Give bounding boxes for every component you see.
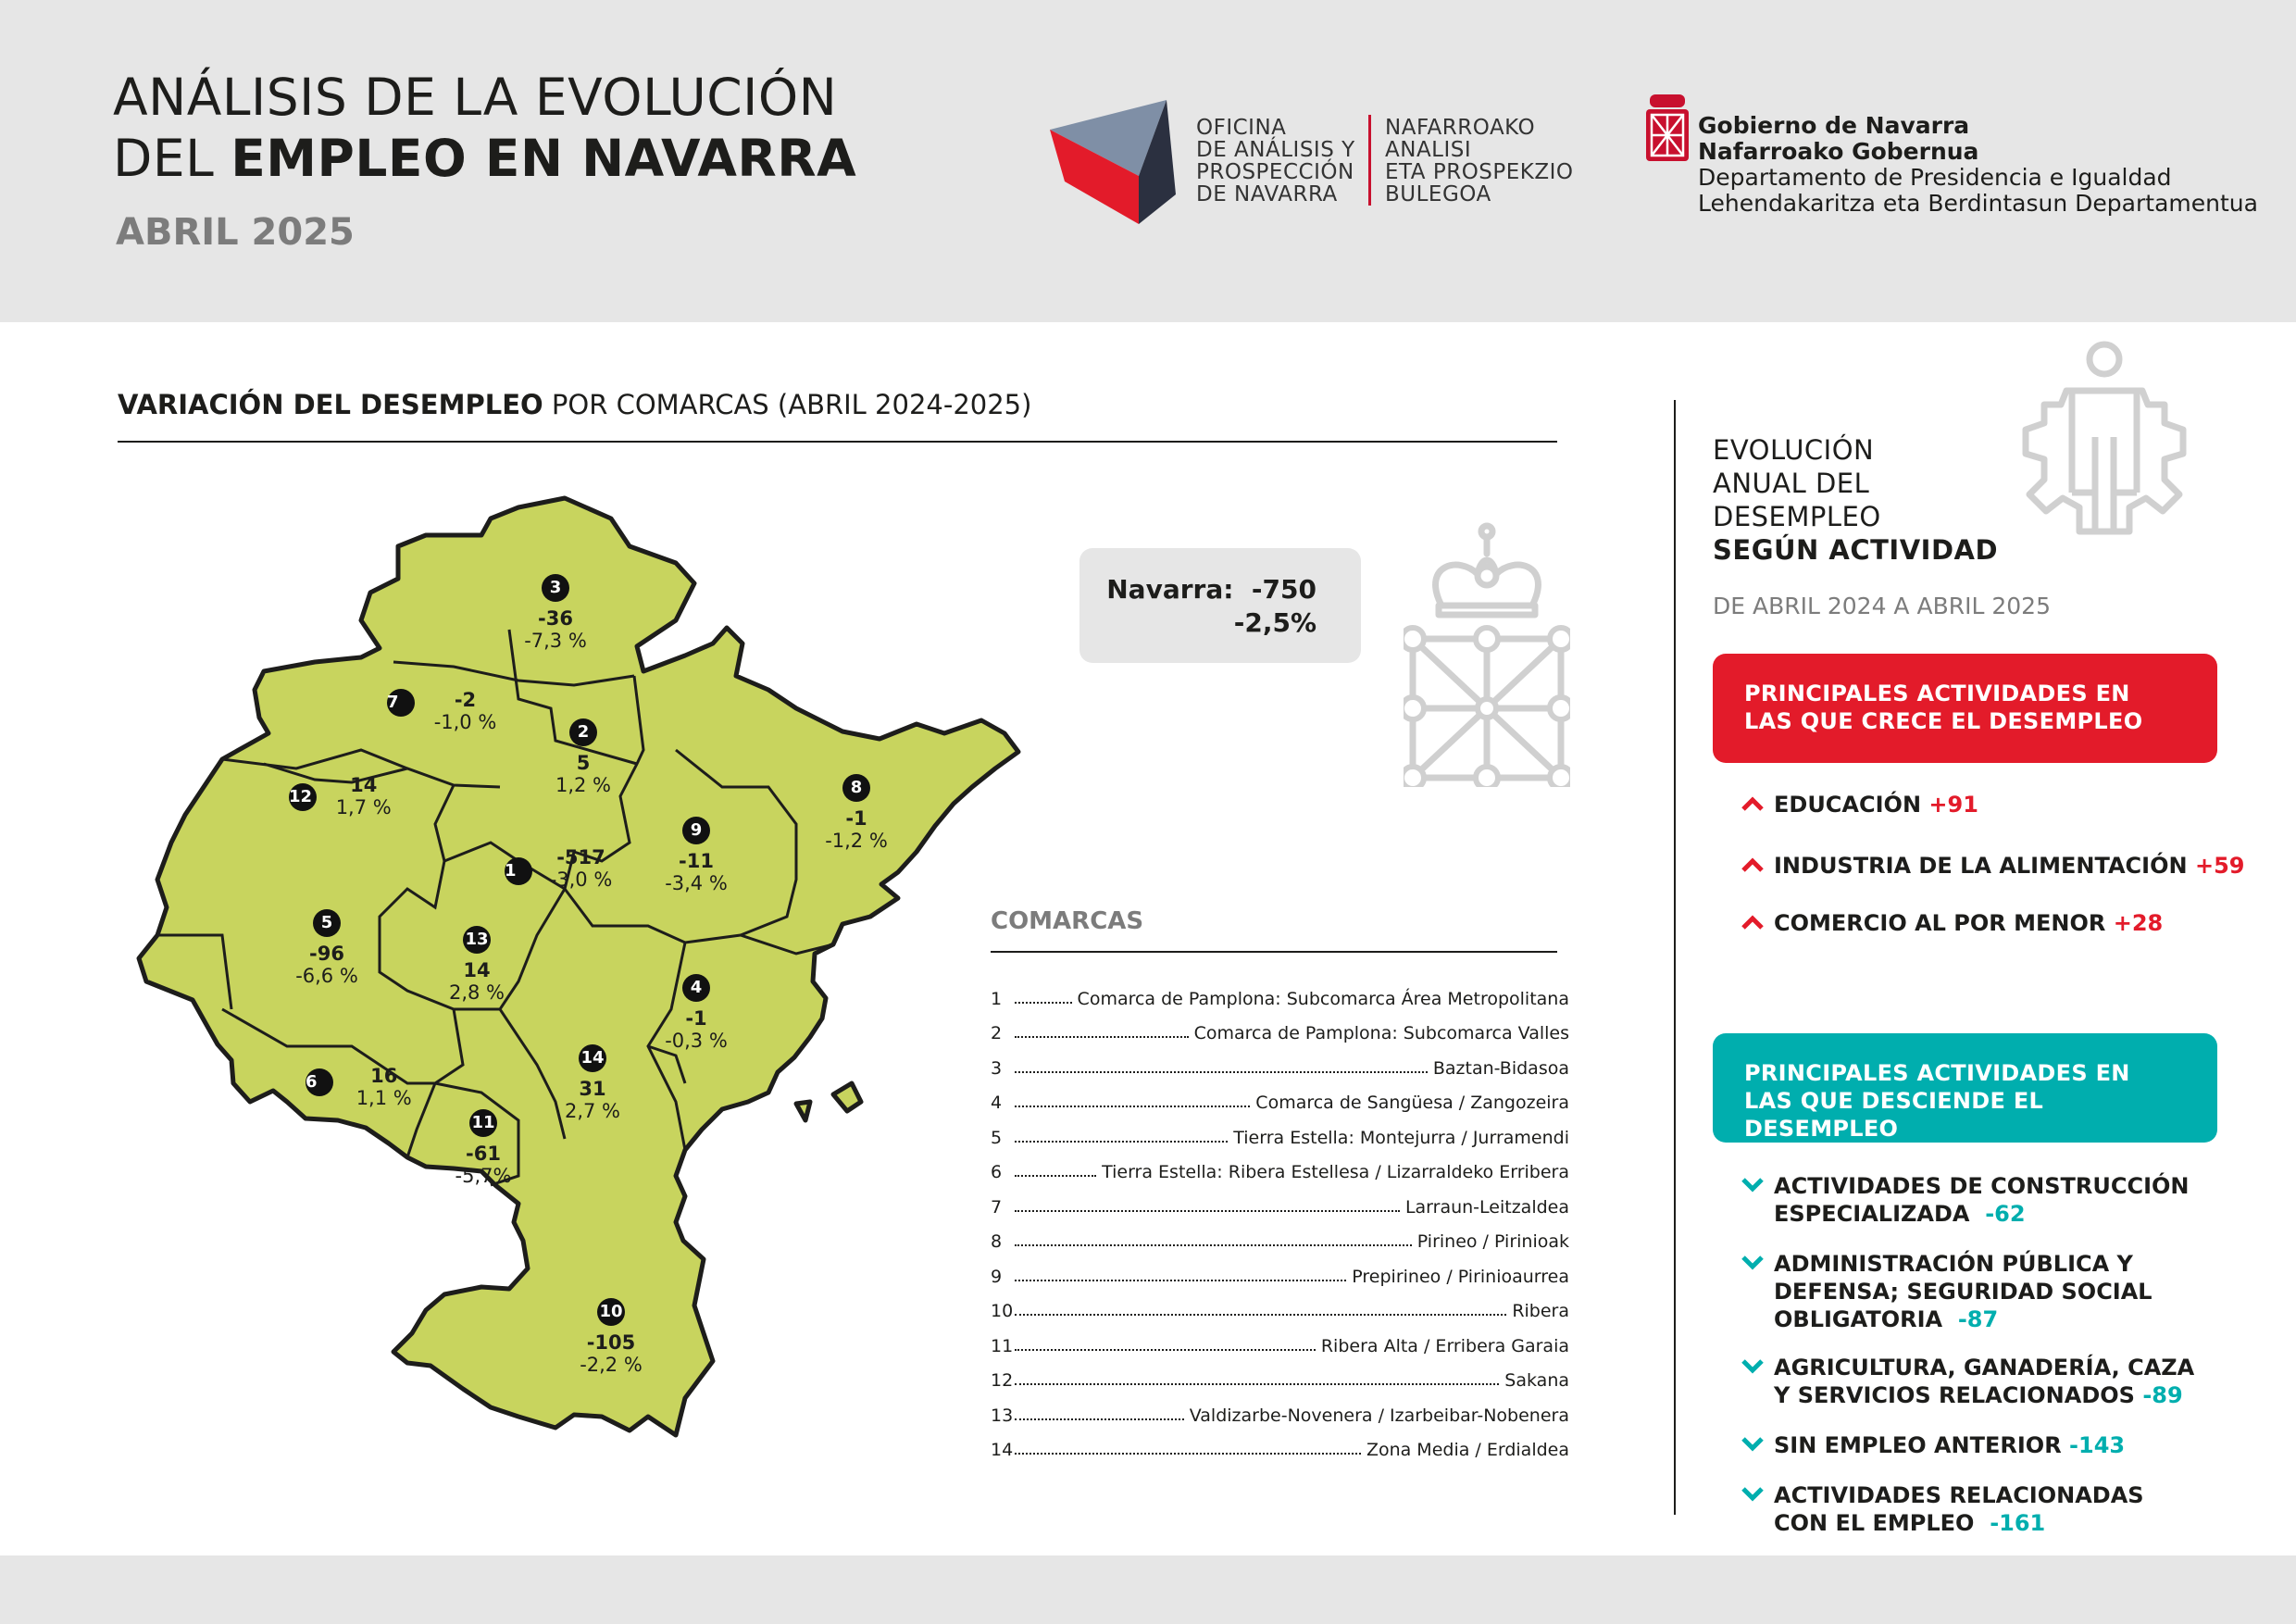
region-11: 11 -61 -5,7%: [432, 1109, 534, 1187]
office-separator: [1368, 115, 1371, 206]
list-item: 12 Sakana: [991, 1370, 1569, 1392]
down-activity-1: ACTIVIDADES DE CONSTRUCCIÓN ESPECIALIZADA -62: [1741, 1172, 2203, 1228]
up-activity-3: COMERCIO AL POR MENOR +28: [1741, 909, 2163, 937]
down-activity-3: AGRICULTURA, GANADERÍA, CAZA Y SERVICIOS RELACIONADOS -89: [1741, 1354, 2203, 1409]
navarra-crest-icon: [1404, 518, 1570, 787]
region-1: 1 -517 -3,0 %: [505, 846, 613, 891]
region-10: 10 -105 -2,2 %: [560, 1298, 662, 1376]
chevron-up-icon: [1741, 913, 1765, 931]
list-item: 14 Zona Media / Erdialdea: [991, 1440, 1569, 1461]
office-cube-logo: [1046, 93, 1185, 227]
navarra-total-value: Navarra: -750: [1106, 574, 1316, 605]
down-activities-header: PRINCIPALES ACTIVIDADES EN LAS QUE DESCIENDE EL DESEMPLEO: [1713, 1033, 2217, 1143]
region-2: 2 5 1,2 %: [532, 718, 634, 796]
chevron-down-icon: [1741, 1254, 1765, 1272]
section-rule: [118, 441, 1557, 443]
title-line-1: ANÁLISIS DE LA EVOLUCIÓN: [113, 68, 838, 127]
map-section-title: VARIACIÓN DEL DESEMPLEO POR COMARCAS (ABRIL 2024-2025): [118, 389, 1032, 420]
up-activity-2: INDUSTRIA DE LA ALIMENTACIÓN +59: [1741, 852, 2244, 880]
comarcas-list: [991, 981, 1569, 1468]
down-activity-2: ADMINISTRACIÓN PÚBLICA Y DEFENSA; SEGURIDAD SOCIAL OBLIGATORIA -87: [1741, 1250, 2166, 1333]
activity-panel-title: EVOLUCIÓN ANUAL DEL DESEMPLEO SEGÚN ACTIVIDAD: [1713, 434, 1999, 566]
office-name-eu: NAFARROAKO ANALISI ETA PROSPEKZIO BULEGOA: [1385, 116, 1574, 206]
title-line-2-bold: EMPLEO EN NAVARRA: [231, 129, 857, 188]
list-item: 10 Ribera: [991, 1301, 1569, 1322]
region-9: 9 -11 -3,4 %: [645, 817, 747, 894]
list-item: 8 Pirineo / Pirinioak: [991, 1231, 1569, 1253]
navarra-shield-logo: [1644, 93, 1691, 167]
region-8: 8 -1 -1,2 %: [805, 774, 907, 852]
list-item: 3 Baztan-Bidasoa: [991, 1057, 1569, 1079]
government-name: Gobierno de Navarra Nafarroako Gobernua Departamento de Presidencia e Igualdad Lehendakaritza eta Berdintasun Departamentua: [1698, 112, 2258, 217]
list-item: 11 Ribera Alta / Erribera Garaia: [991, 1335, 1569, 1356]
chevron-up-icon: [1741, 794, 1765, 813]
up-activities-header: PRINCIPALES ACTIVIDADES EN LAS QUE CRECE EL DESEMPLEO: [1713, 654, 2217, 763]
down-activity-4: SIN EMPLEO ANTERIOR -143: [1741, 1431, 2203, 1459]
region-3: 3 -36 -7,3 %: [505, 574, 606, 652]
activity-period: DE ABRIL 2024 A ABRIL 2025: [1713, 593, 2051, 619]
report-date: ABRIL 2025: [116, 211, 355, 254]
navarra-total-pct: -2,5%: [1233, 607, 1316, 638]
list-item: 7 Larraun-Leitzaldea: [991, 1196, 1569, 1218]
list-item: 4 Comarca de Sangüesa / Zangozeira: [991, 1093, 1569, 1114]
page-title: [113, 67, 856, 189]
footer-band: [0, 1555, 2296, 1624]
up-activity-1: EDUCACIÓN +91: [1741, 791, 1978, 818]
list-item: 13 Valdizarbe-Novenera / Izarbeibar-Nobenera: [991, 1405, 1569, 1426]
region-14: 14 31 2,7 %: [542, 1044, 643, 1122]
chevron-down-icon: [1741, 1435, 1765, 1454]
list-item: 2 Comarca de Pamplona: Subcomarca Valles: [991, 1023, 1569, 1044]
down-activity-5: ACTIVIDADES RELACIONADAS CON EL EMPLEO -161: [1741, 1481, 2203, 1537]
list-item: 9 Prepirineo / Pirinioaurrea: [991, 1266, 1569, 1287]
chevron-down-icon: [1741, 1176, 1765, 1194]
region-13: 13 14 2,8 %: [426, 926, 528, 1004]
comarcas-title: COMARCAS: [991, 907, 1144, 935]
chevron-down-icon: [1741, 1485, 1765, 1504]
chevron-up-icon: [1741, 856, 1765, 874]
list-item: 1 Comarca de Pamplona: Subcomarca Área Metropolitana: [991, 988, 1569, 1009]
region-12: 12 14 1,7 %: [289, 774, 392, 818]
header-band: [0, 0, 2296, 322]
region-4: 4 -1 -0,3 %: [645, 974, 747, 1052]
chevron-down-icon: [1741, 1357, 1765, 1376]
title-line-2-prefix: DEL: [113, 129, 231, 188]
office-name-es: OFICINA DE ANÁLISIS Y PROSPECCIÓN DE NAVARRA: [1196, 116, 1355, 206]
list-item: 5 Tierra Estella: Montejurra / Jurramendi: [991, 1127, 1569, 1148]
comarcas-rule: [991, 951, 1557, 953]
navarra-total-box: [1079, 548, 1361, 663]
list-item: 6 Tierra Estella: Ribera Estellesa / Lizarraldeko Erribera: [991, 1162, 1569, 1183]
region-5: 5 -96 -6,6 %: [276, 909, 378, 987]
worker-gear-icon: [2007, 335, 2202, 576]
region-6: 6 16 1,1 %: [306, 1065, 412, 1109]
panel-divider: [1674, 400, 1676, 1515]
region-7: 7 -2 -1,0 %: [387, 689, 497, 733]
